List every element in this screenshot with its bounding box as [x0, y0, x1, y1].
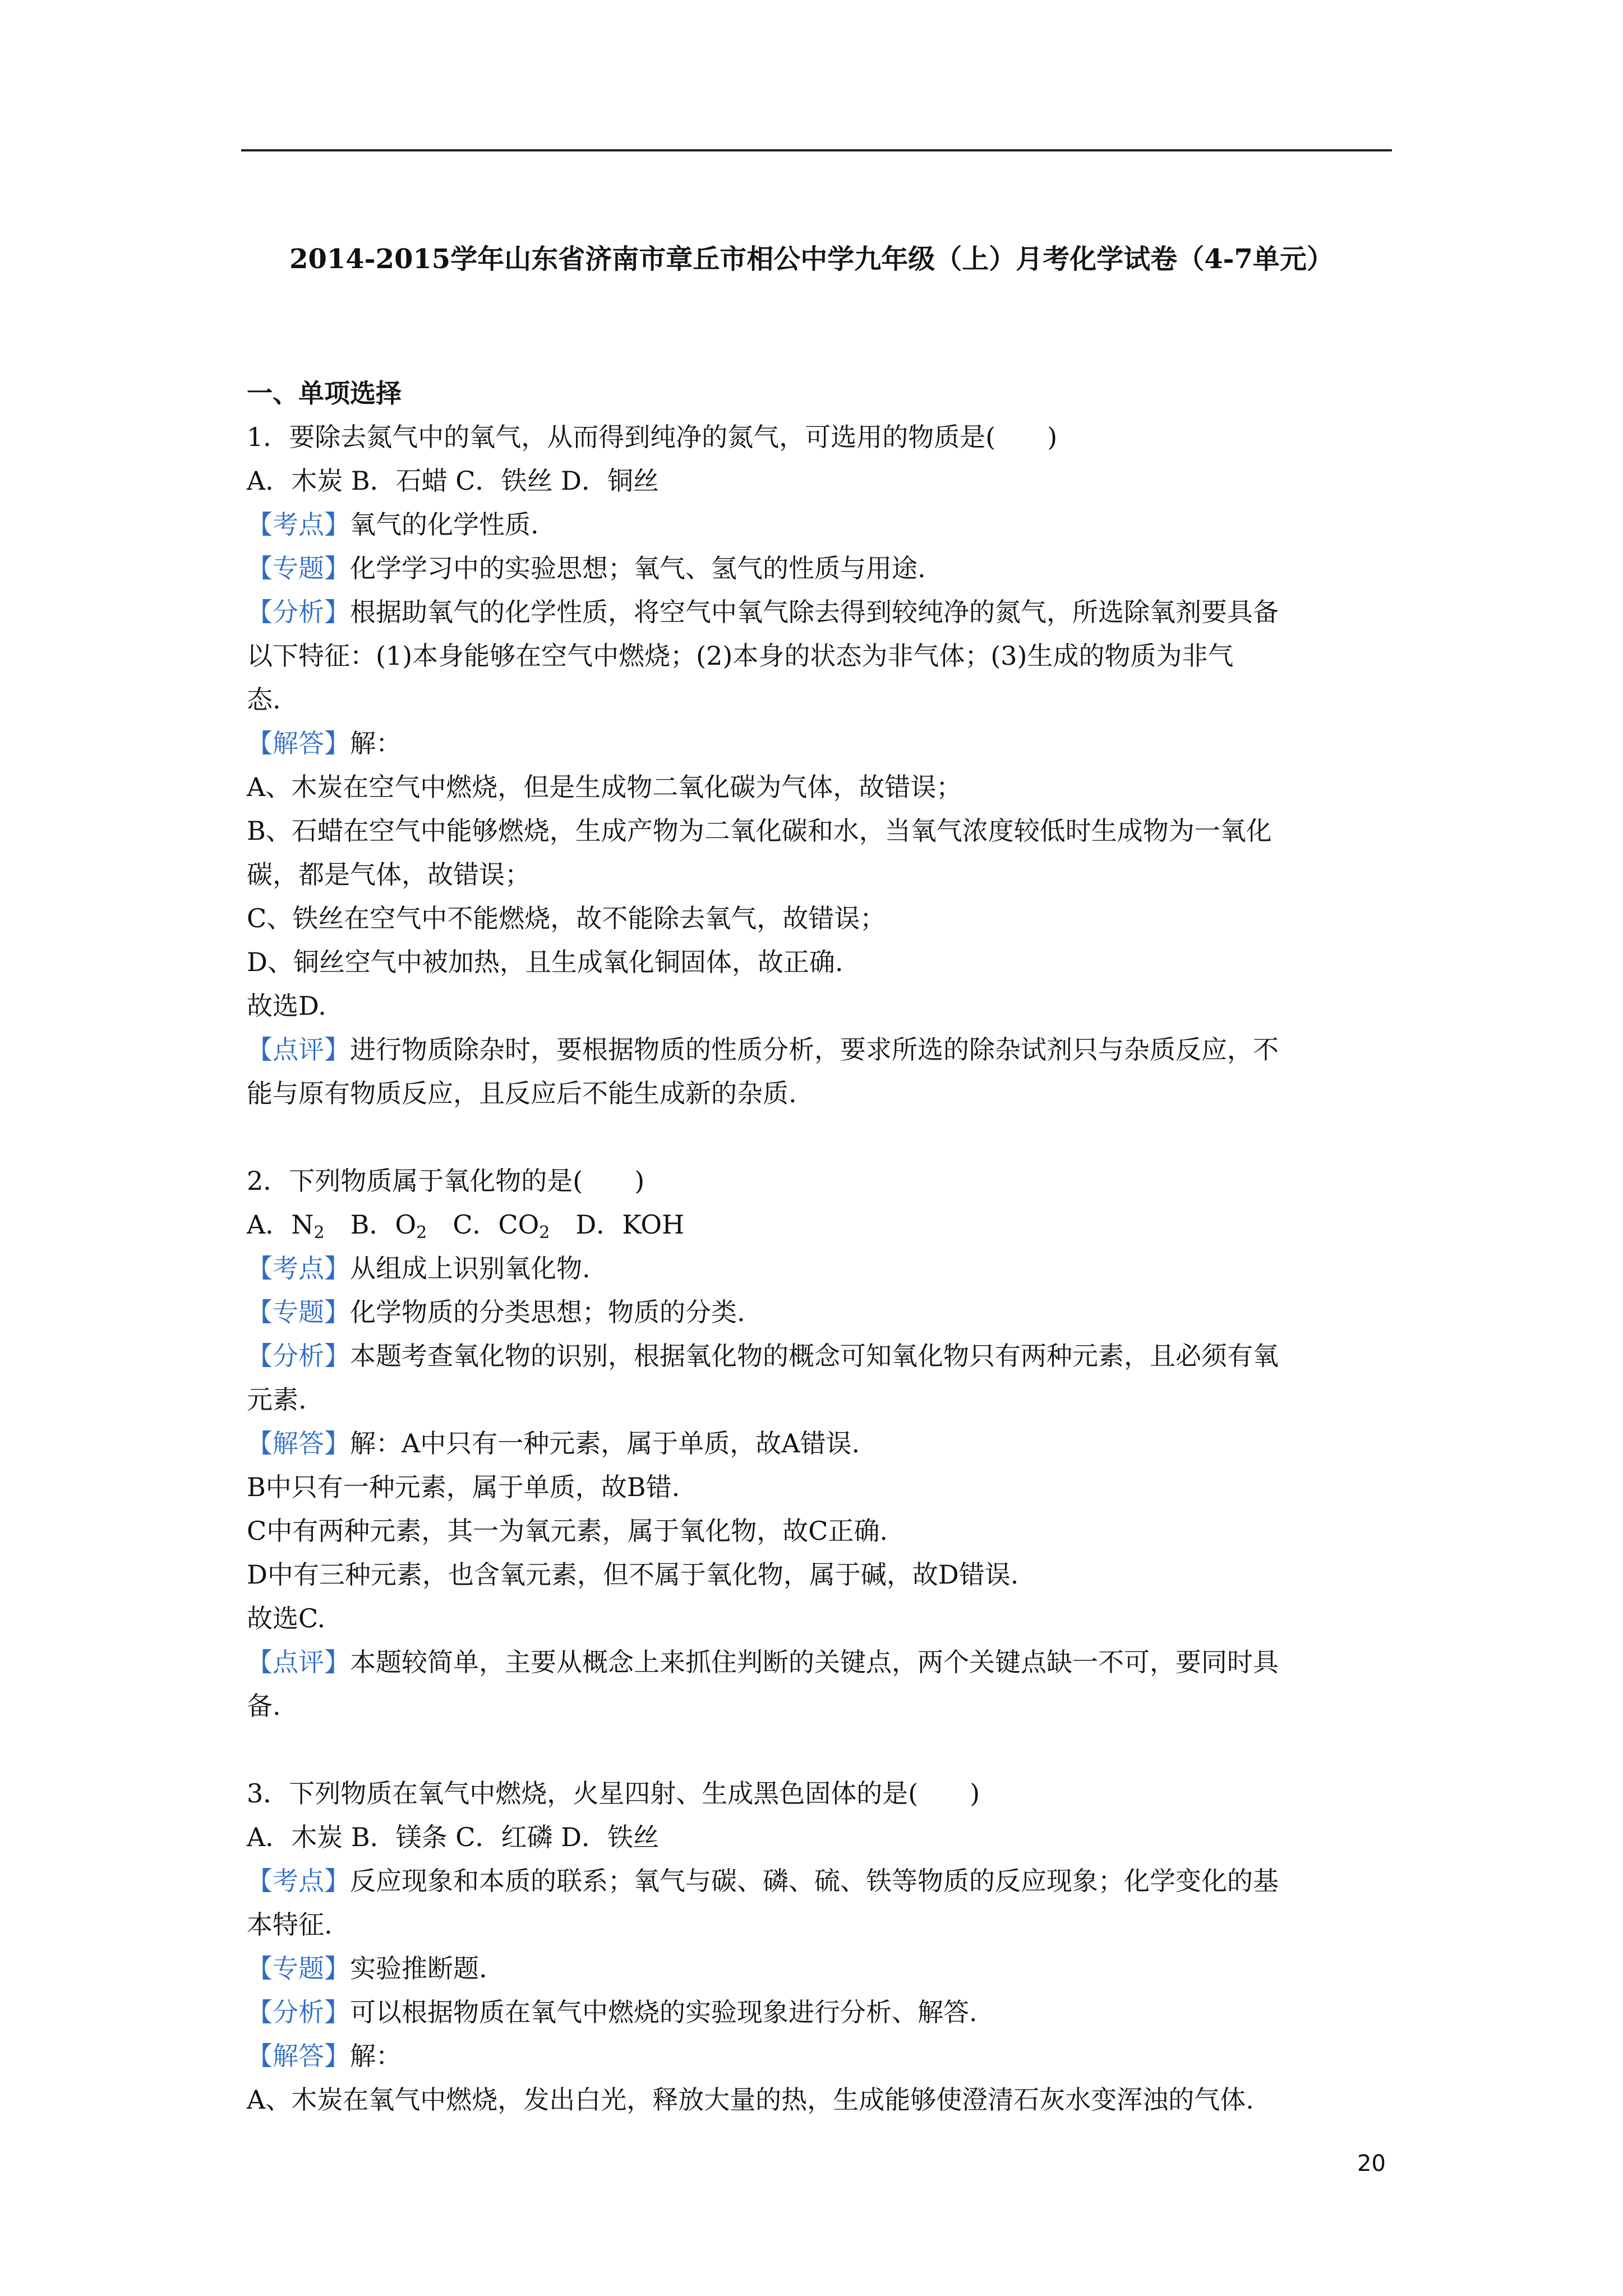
zhuanti-tag: 【专题】: [247, 1953, 350, 1984]
q3-fenxi: [247, 1990, 1391, 2034]
q1-fenxi-line-3: 态.: [247, 684, 281, 715]
q1-fenxi-line-2: 以下特征：(1)本身能够在空气中燃烧；(2)本身的状态为非气体；(3)生成的物质为非气: [247, 641, 1234, 671]
section-heading: 一、单项选择: [247, 378, 402, 408]
q2-choice: 故选C.: [247, 1603, 326, 1634]
q2-dianping-line-2: 备.: [247, 1691, 281, 1721]
q1-kaodian: [247, 503, 1391, 546]
q2-option-c: C．CO: [427, 1209, 540, 1240]
q1-dianping-line-2: 能与原有物质反应，且反应后不能生成新的杂质.: [247, 1078, 797, 1108]
q2-zhuanti: [247, 1290, 1391, 1334]
kaodian-tag: 【考点】: [247, 1253, 350, 1283]
q2-option-a: A．N: [247, 1209, 314, 1240]
jieda-tag: 【解答】: [247, 2041, 350, 2071]
q2-kaodian-text: 从组成上识别氧化物.: [350, 1253, 591, 1283]
page-number: 20: [1357, 2151, 1386, 2177]
q1-kaodian-text: 氧气的化学性质.: [350, 509, 539, 540]
kaodian-tag: 【考点】: [247, 1866, 350, 1896]
q2-answer-b: B中只有一种元素，属于单质，故B错.: [247, 1472, 680, 1502]
q1-zhuanti: [247, 546, 1391, 590]
q3-zhuanti-text: 实验推断题.: [350, 1953, 487, 1984]
q3-fenxi-text: 可以根据物质在氧气中燃烧的实验现象进行分析、解答.: [350, 1997, 978, 2027]
spacer: [247, 1728, 1391, 1772]
q1-stem: 1．要除去氮气中的氧气，从而得到纯净的氮气，可选用的物质是( ): [247, 422, 1058, 452]
jieda-tag: 【解答】: [247, 1428, 350, 1458]
q3-options: A．木炭 B．镁条 C．红磷 D．铁丝: [247, 1822, 659, 1852]
q2-option-b-subscript: 2: [416, 1223, 427, 1243]
fenxi-tag: 【分析】: [247, 1997, 350, 2027]
q1-answer-b-1: B、石蜡在空气中能够燃烧，生成产物为二氧化碳和水，当氧气浓度较低时生成物为一氧化: [247, 816, 1272, 846]
q3-stem: 3．下列物质在氧气中燃烧，火星四射、生成黑色固体的是( ): [247, 1778, 980, 1809]
q2-option-b: B．O: [324, 1209, 417, 1240]
q2-answer-d: D中有三种元素，也含氧元素，但不属于氧化物，属于碱，故D错误.: [247, 1559, 1019, 1590]
q2-dianping-text-1: 本题较简单，主要从概念上来抓住判断的关键点，两个关键点缺一不可，要同时具: [350, 1647, 1279, 1677]
q3-zhuanti: [247, 1947, 1391, 1990]
q2-fenxi-line-2: 元素.: [247, 1384, 307, 1415]
q1-jieda: [247, 721, 1391, 765]
q1-answer-b-2: 碳，都是气体，故错误；: [247, 859, 531, 890]
q1-fenxi-text-1: 根据助氧气的化学性质，将空气中氧气除去得到较纯净的氮气，所选除氧剂要具备: [350, 597, 1279, 627]
q3-answer-a: A、木炭在氧气中燃烧，发出白光，释放大量的热，生成能够使澄清石灰水变浑浊的气体.: [247, 2085, 1254, 2115]
q2-stem: 2．下列物质属于氧化物的是( ): [247, 1166, 645, 1196]
q3-kaodian-line-2: 本特征.: [247, 1910, 333, 1940]
q1-answer-a: A、木炭在空气中燃烧，但是生成物二氧化碳为气体，故错误；: [247, 772, 962, 802]
q1-answer-d: D、铜丝空气中被加热，且生成氧化铜固体，故正确.: [247, 947, 843, 977]
zhuanti-tag: 【专题】: [247, 1297, 350, 1327]
jieda-tag: 【解答】: [247, 728, 350, 758]
q1-choice: 故选D.: [247, 991, 326, 1021]
q2-jieda: [247, 1421, 1391, 1465]
q2-dianping: [247, 1640, 1391, 1684]
dianping-tag: 【点评】: [247, 1034, 350, 1065]
q1-zhuanti-text: 化学学习中的实验思想；氧气、氢气的性质与用途.: [350, 553, 926, 583]
q2-kaodian: [247, 1246, 1391, 1290]
kaodian-tag: 【考点】: [247, 509, 350, 540]
q2-option-a-subscript: 2: [313, 1223, 325, 1243]
q3-kaodian-text-1: 反应现象和本质的联系；氧气与碳、磷、硫、铁等物质的反应现象；化学变化的基: [350, 1866, 1279, 1896]
q2-zhuanti-text: 化学物质的分类思想；物质的分类.: [350, 1297, 745, 1327]
zhuanti-tag: 【专题】: [247, 553, 350, 583]
q3-kaodian: [247, 1859, 1391, 1903]
q2-fenxi-text-1: 本题考查氧化物的识别，根据氧化物的概念可知氧化物只有两种元素，且必须有氧: [350, 1341, 1279, 1371]
dianping-tag: 【点评】: [247, 1647, 350, 1677]
header-rule: [241, 149, 1392, 151]
q2-fenxi: [247, 1334, 1391, 1378]
page-title: 2014-2015学年山东省济南市章丘市相公中学九年级（上）月考化学试卷（4-7单元）: [289, 243, 1334, 275]
q2-answer-c: C中有两种元素，其一为氧元素，属于氧化物，故C正确.: [247, 1516, 888, 1546]
q3-jieda: [247, 2034, 1391, 2078]
q1-dianping-text-1: 进行物质除杂时，要根据物质的性质分析，要求所选的除杂试剂只与杂质反应，不: [350, 1034, 1279, 1065]
q1-options: A．木炭 B．石蜡 C．铁丝 D．铜丝: [247, 466, 659, 496]
spacer: [247, 1115, 1391, 1159]
q1-fenxi: [247, 590, 1391, 634]
q1-dianping: [247, 1028, 1391, 1071]
fenxi-tag: 【分析】: [247, 1341, 350, 1371]
q3-jieda-text: 解：: [350, 2041, 402, 2071]
q1-answer-c: C、铁丝在空气中不能燃烧，故不能除去氧气，故错误；: [247, 903, 886, 933]
q2-option-d: D．KOH: [550, 1209, 685, 1240]
q2-jieda-text: 解：A中只有一种元素，属于单质，故A错误.: [350, 1428, 860, 1458]
q2-option-c-subscript: 2: [539, 1223, 550, 1243]
q1-jieda-text: 解：: [350, 728, 402, 758]
q2-options: [247, 1203, 1391, 1246]
exam-content: [247, 371, 1391, 2122]
fenxi-tag: 【分析】: [247, 597, 350, 627]
